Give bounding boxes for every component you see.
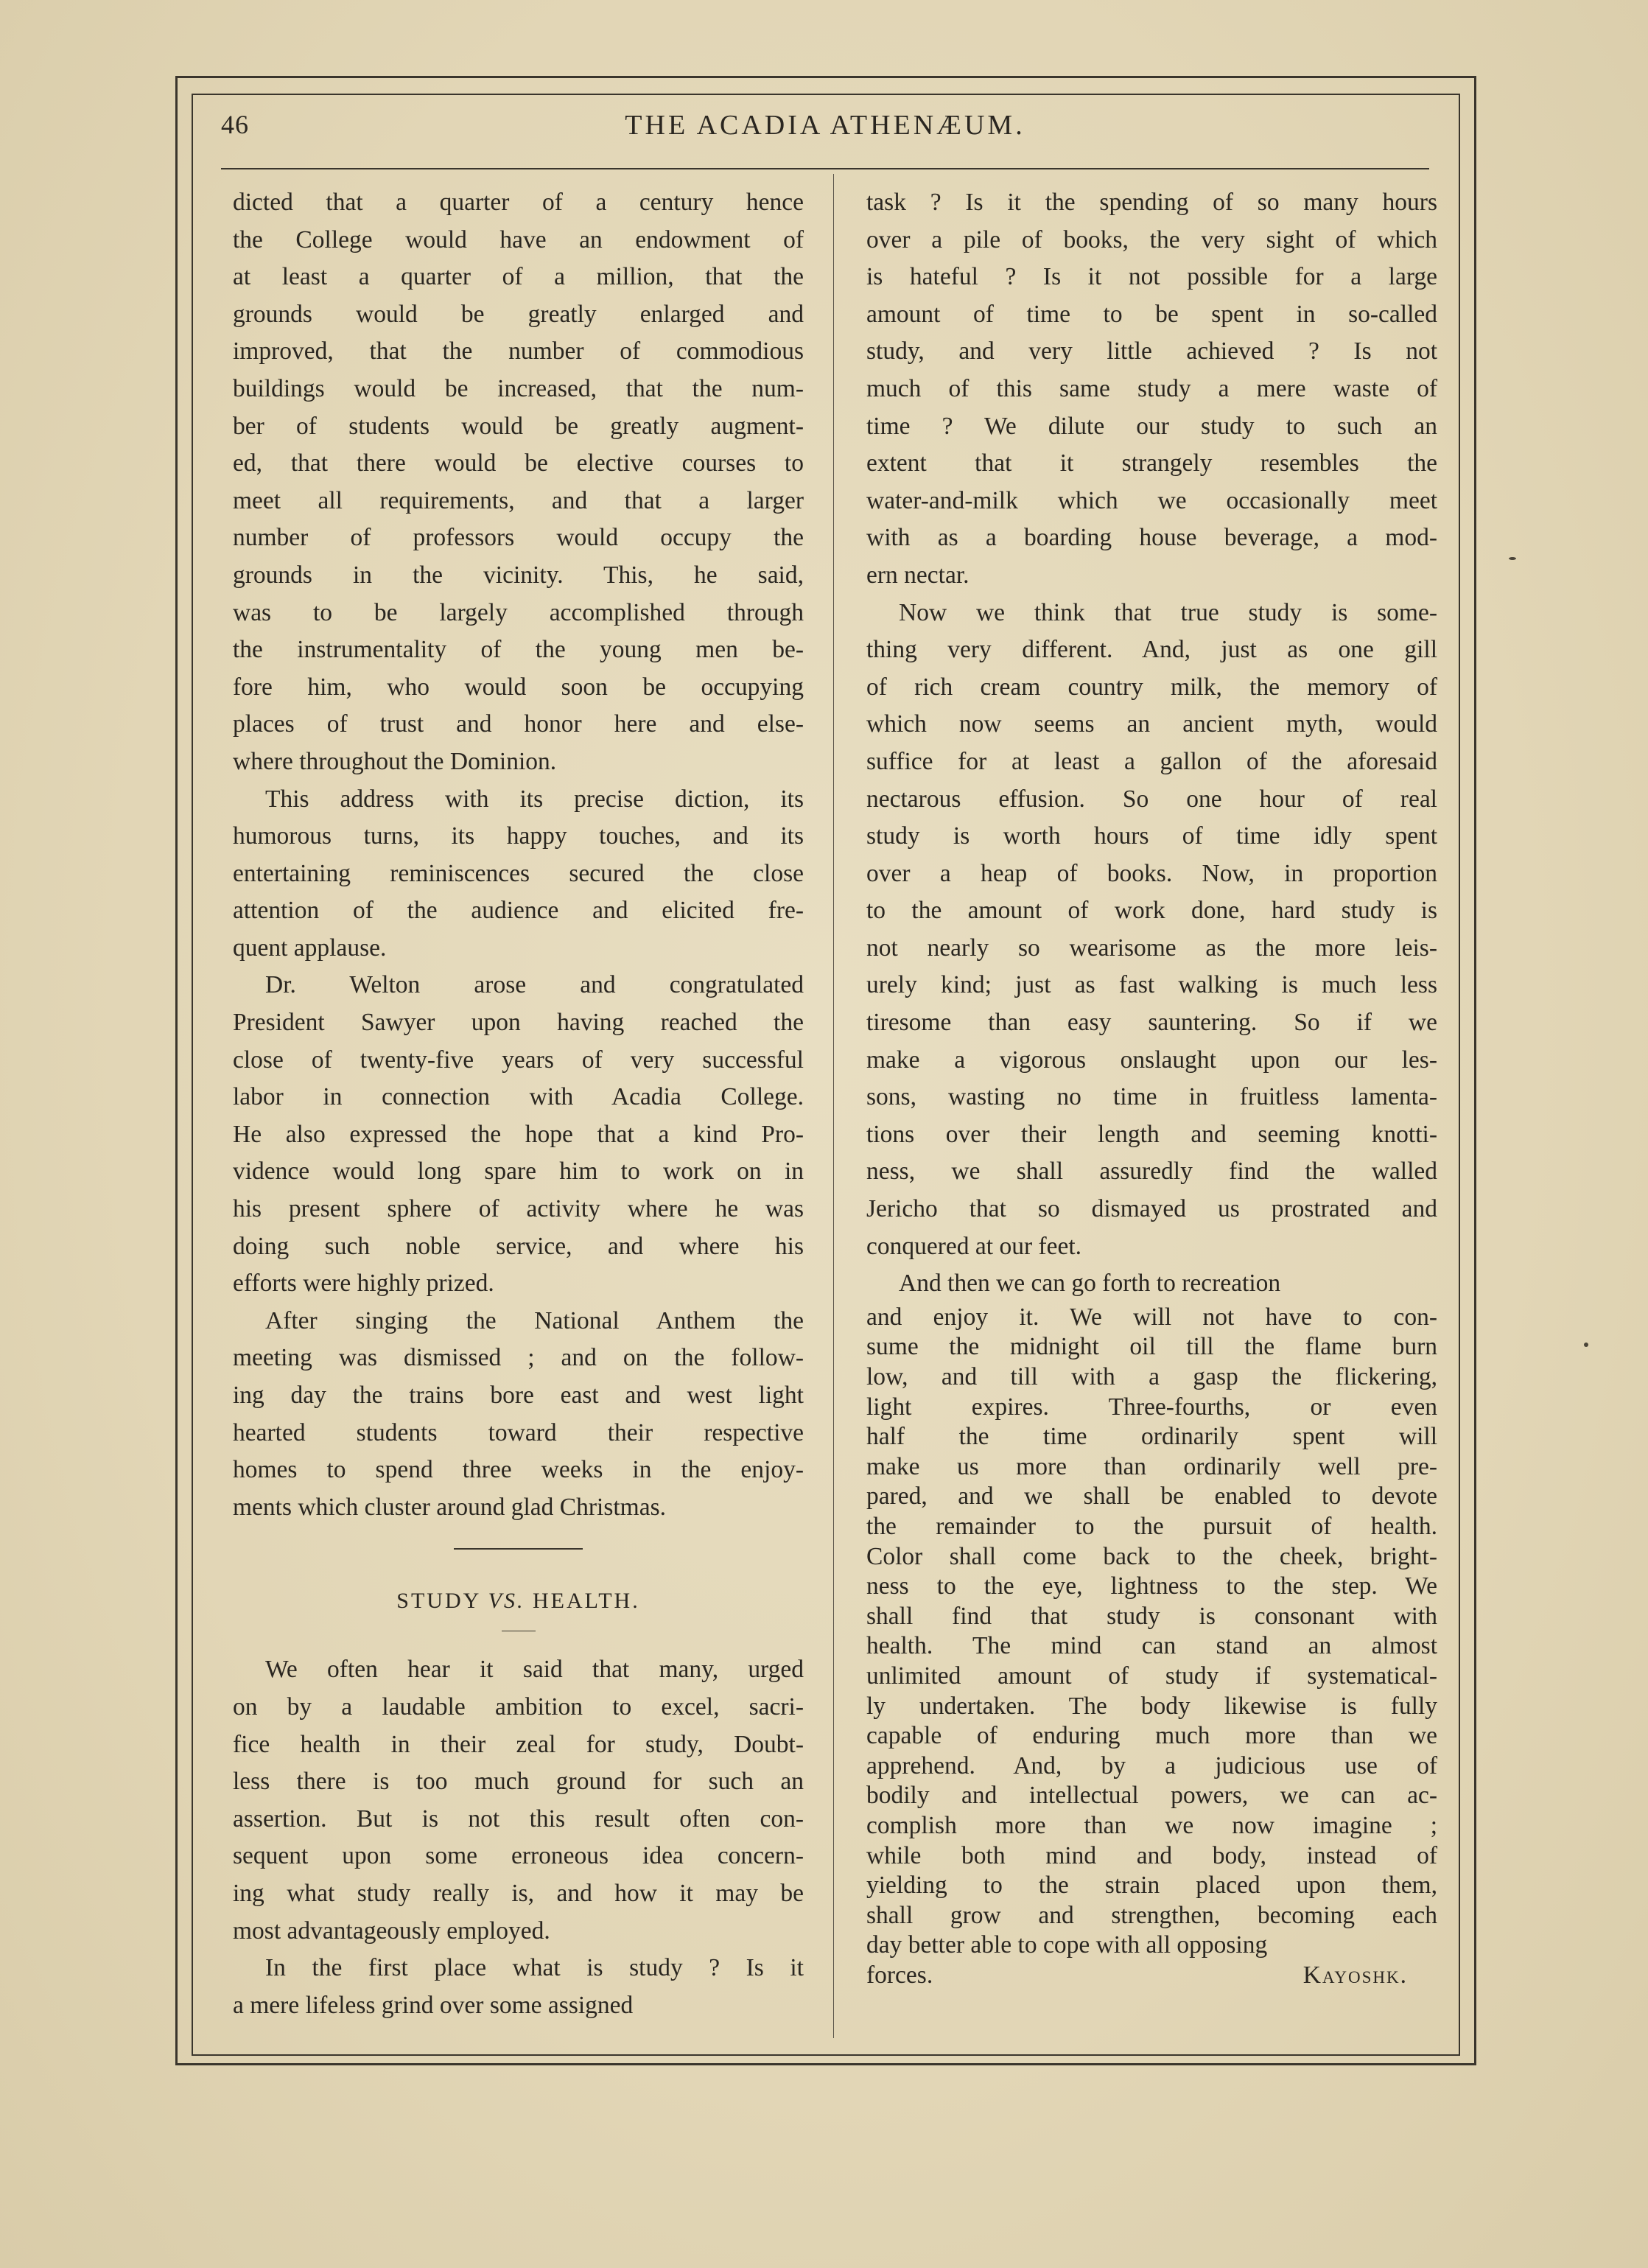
section-separator-rule	[233, 1526, 804, 1563]
left-column	[233, 184, 804, 2024]
text-line: complish more than we now imagine ;	[866, 1811, 1437, 1839]
text-line: time ? We dilute our study to such an	[866, 412, 1437, 440]
text-line: ing day the trains bore east and west light	[233, 1382, 804, 1409]
text-line: fice health in their zeal for study, Doubt-	[233, 1730, 804, 1758]
text-line: entertaining reminiscences secured the close	[233, 859, 804, 887]
paragraph	[233, 781, 804, 967]
text-line: the College would have an endowment of	[233, 225, 804, 253]
page-header	[221, 109, 1429, 153]
text-line: study, and very little achieved ? Is not	[866, 337, 1437, 365]
text-line: buildings would be increased, that the num-	[233, 374, 804, 402]
text-line: ments which cluster around glad Christmas.	[233, 1493, 667, 1521]
text-line: shall grow and strengthen, becoming each	[866, 1901, 1437, 1929]
text-line: assertion. But is not this result often con-	[233, 1805, 804, 1833]
text-line: ber of students would be greatly augment-	[233, 412, 804, 440]
text-line: shall find that study is consonant with	[866, 1602, 1437, 1630]
text-line: make a vigorous onslaught upon our les-	[866, 1046, 1437, 1074]
text-line: ly undertaken. The body likewise is fully	[866, 1692, 1437, 1720]
text-line: the instrumentality of the young men be-	[233, 636, 804, 664]
paragraph	[866, 595, 1437, 1266]
text-line: low, and till with a gasp the flickering,	[866, 1363, 1437, 1390]
text-line: improved, that the number of commodious	[233, 337, 804, 365]
text-line: of rich cream country milk, the memory of	[866, 673, 1437, 701]
text-line: suffice for at least a gallon of the aforesaid	[866, 747, 1437, 775]
section-title-start: STUDY	[396, 1589, 488, 1614]
text-line: on by a laudable ambition to excel, sacri-	[233, 1693, 804, 1721]
section-title-rule	[233, 1620, 804, 1651]
text-line: amount of time to be spent in so-called	[866, 300, 1437, 328]
text-line: over a pile of books, the very sight of which	[866, 225, 1437, 253]
text-line: task ? Is it the spending of so many hours	[866, 189, 1437, 216]
text-line: doing such noble service, and where his	[233, 1232, 804, 1260]
text-line: less there is too much ground for such an	[233, 1768, 804, 1796]
text-line: nectarous effusion. So one hour of real	[866, 785, 1437, 813]
text-line: capable of enduring much more than we	[866, 1722, 1437, 1750]
paragraph	[866, 184, 1437, 595]
text-line: tiresome than easy sauntering. So if we	[866, 1009, 1437, 1037]
text-line: We often hear it said that many, urged	[265, 1656, 804, 1684]
text-line: with as a boarding house beverage, a mod-	[866, 524, 1437, 552]
text-line: ing what study really is, and how it may be	[233, 1879, 804, 1907]
text-line: hearted students toward their respective	[233, 1418, 804, 1446]
text-line: unlimited amount of study if systematical-	[866, 1662, 1437, 1690]
text-line: homes to spend three weeks in the enjoy-	[233, 1456, 804, 1484]
text-line: water-and-milk which we occasionally meet	[866, 486, 1437, 514]
text-line: study is worth hours of time idly spent	[866, 822, 1437, 850]
text-line: vidence would long spare him to work on in	[233, 1158, 804, 1186]
text-line: sequent upon some erroneous idea concern-	[233, 1842, 804, 1870]
author-signature: Kayoshk.	[1302, 1961, 1408, 1989]
text-line: meet all requirements, and that a larger	[233, 486, 804, 514]
text-line: half the time ordinarily spent will	[866, 1423, 1437, 1451]
section-title-end: HEALTH.	[525, 1589, 640, 1614]
text-line: grounds would be greatly enlarged and	[233, 300, 804, 328]
text-line: is hateful ? Is it not possible for a large	[866, 263, 1437, 291]
text-line: Color shall come back to the cheek, bright-	[866, 1542, 1437, 1570]
text-line: conquered at our feet.	[866, 1232, 1082, 1260]
closing-line	[866, 1961, 1437, 1991]
text-line: close of twenty-five years of very successful	[233, 1046, 804, 1074]
text-line: make us more than ordinarily well pre-	[866, 1452, 1437, 1480]
text-line: meeting was dismissed ; and on the follow-	[233, 1344, 804, 1372]
text-line: over a heap of books. Now, in proportion	[866, 859, 1437, 887]
paragraph	[866, 1303, 1437, 1961]
text-line: day better able to cope with all opposing	[866, 1931, 1268, 1959]
paragraph	[233, 967, 804, 1302]
text-line: a mere lifeless grind over some assigned	[233, 1991, 634, 2019]
text-line: ness, we shall assuredly find the walled	[866, 1158, 1437, 1186]
text-line: bodily and intellectual powers, we can ac-	[866, 1782, 1437, 1810]
text-line: to the amount of work done, hard study is	[866, 897, 1437, 925]
text-line: humorous turns, its happy touches, and its	[233, 822, 804, 850]
text-line: labor in connection with Acadia College.	[233, 1083, 804, 1111]
text-line: Dr. Welton arose and congratulated	[265, 971, 804, 999]
text-line: apprehend. And, by a judicious use of	[866, 1751, 1437, 1779]
text-line: yielding to the strain placed upon them,	[866, 1872, 1437, 1900]
text-line: President Sawyer upon having reached the	[233, 1009, 804, 1037]
section-title-italic: VS.	[488, 1589, 525, 1614]
paragraph	[233, 1950, 804, 2024]
ink-fleck	[1584, 1343, 1588, 1347]
paragraph	[866, 1265, 1437, 1303]
text-line: which now seems an ancient myth, would	[866, 710, 1437, 738]
header-rule	[221, 168, 1429, 169]
text-line: And then we can go forth to recreation	[899, 1270, 1281, 1298]
section-title	[233, 1582, 804, 1620]
text-line: thing very different. And, just as one gill	[866, 636, 1437, 664]
text-line: ed, that there would be elective courses to	[233, 449, 804, 477]
text-line: Jericho that so dismayed us prostrated and	[866, 1195, 1437, 1223]
text-line: fore him, who would soon be occupying	[233, 673, 804, 701]
column-divider	[833, 174, 834, 2038]
text-line: In the first place what is study ? Is it	[265, 1954, 804, 1982]
ink-fleck	[1509, 557, 1516, 560]
text-line: attention of the audience and elicited fre-	[233, 897, 804, 925]
text-line: extent that it strangely resembles the	[866, 449, 1437, 477]
text-line: pared, and we shall be enabled to devote	[866, 1483, 1437, 1511]
text-line: and enjoy it. We will not have to con-	[866, 1303, 1437, 1331]
text-line: most advantageously employed.	[233, 1917, 550, 1945]
text-line: places of trust and honor here and else-	[233, 710, 804, 738]
text-line: his present sphere of activity where he was	[233, 1195, 804, 1223]
text-line: number of professors would occupy the	[233, 524, 804, 552]
text-line: He also expressed the hope that a kind Pro-	[233, 1120, 804, 1148]
text-line: was to be largely accomplished through	[233, 598, 804, 626]
text-line: urely kind; just as fast walking is much less	[866, 971, 1437, 999]
text-line: Now we think that true study is some-	[899, 598, 1437, 626]
running-head: THE ACADIA ATHENÆUM.	[625, 110, 1025, 141]
text-line: efforts were highly prized.	[233, 1270, 494, 1298]
text-line: while both mind and body, instead of	[866, 1841, 1437, 1869]
text-line: much of this same study a mere waste of	[866, 374, 1437, 402]
text-line: the remainder to the pursuit of health.	[866, 1512, 1437, 1540]
text-line: sons, wasting no time in fruitless lamenta-	[866, 1083, 1437, 1111]
text-line: ness to the eye, lightness to the step. We	[866, 1572, 1437, 1600]
paragraph	[233, 184, 804, 781]
text-line: where throughout the Dominion.	[233, 747, 557, 775]
text-line: grounds in the vicinity. This, he said,	[233, 561, 804, 589]
text-line: quent applause.	[233, 934, 387, 962]
text-line: health. The mind can stand an almost	[866, 1632, 1437, 1660]
page-number: 46	[221, 110, 249, 139]
text-line: dicted that a quarter of a century hence	[233, 189, 804, 216]
text-line: not nearly so wearisome as the more leis-	[866, 934, 1437, 962]
text-line: at least a quarter of a million, that the	[233, 263, 804, 291]
text-line: This address with its precise diction, its	[265, 785, 804, 813]
closing-text: forces.	[866, 1961, 933, 1989]
text-line: ern nectar.	[866, 561, 969, 589]
text-line: After singing the National Anthem the	[265, 1306, 804, 1334]
text-line: light expires. Three-fourths, or even	[866, 1393, 1437, 1421]
paragraph	[233, 1651, 804, 1950]
right-column	[866, 184, 1437, 1990]
paragraph	[233, 1303, 804, 1527]
text-line: sume the midnight oil till the flame burn	[866, 1333, 1437, 1361]
text-line: tions over their length and seeming knotti-	[866, 1120, 1437, 1148]
